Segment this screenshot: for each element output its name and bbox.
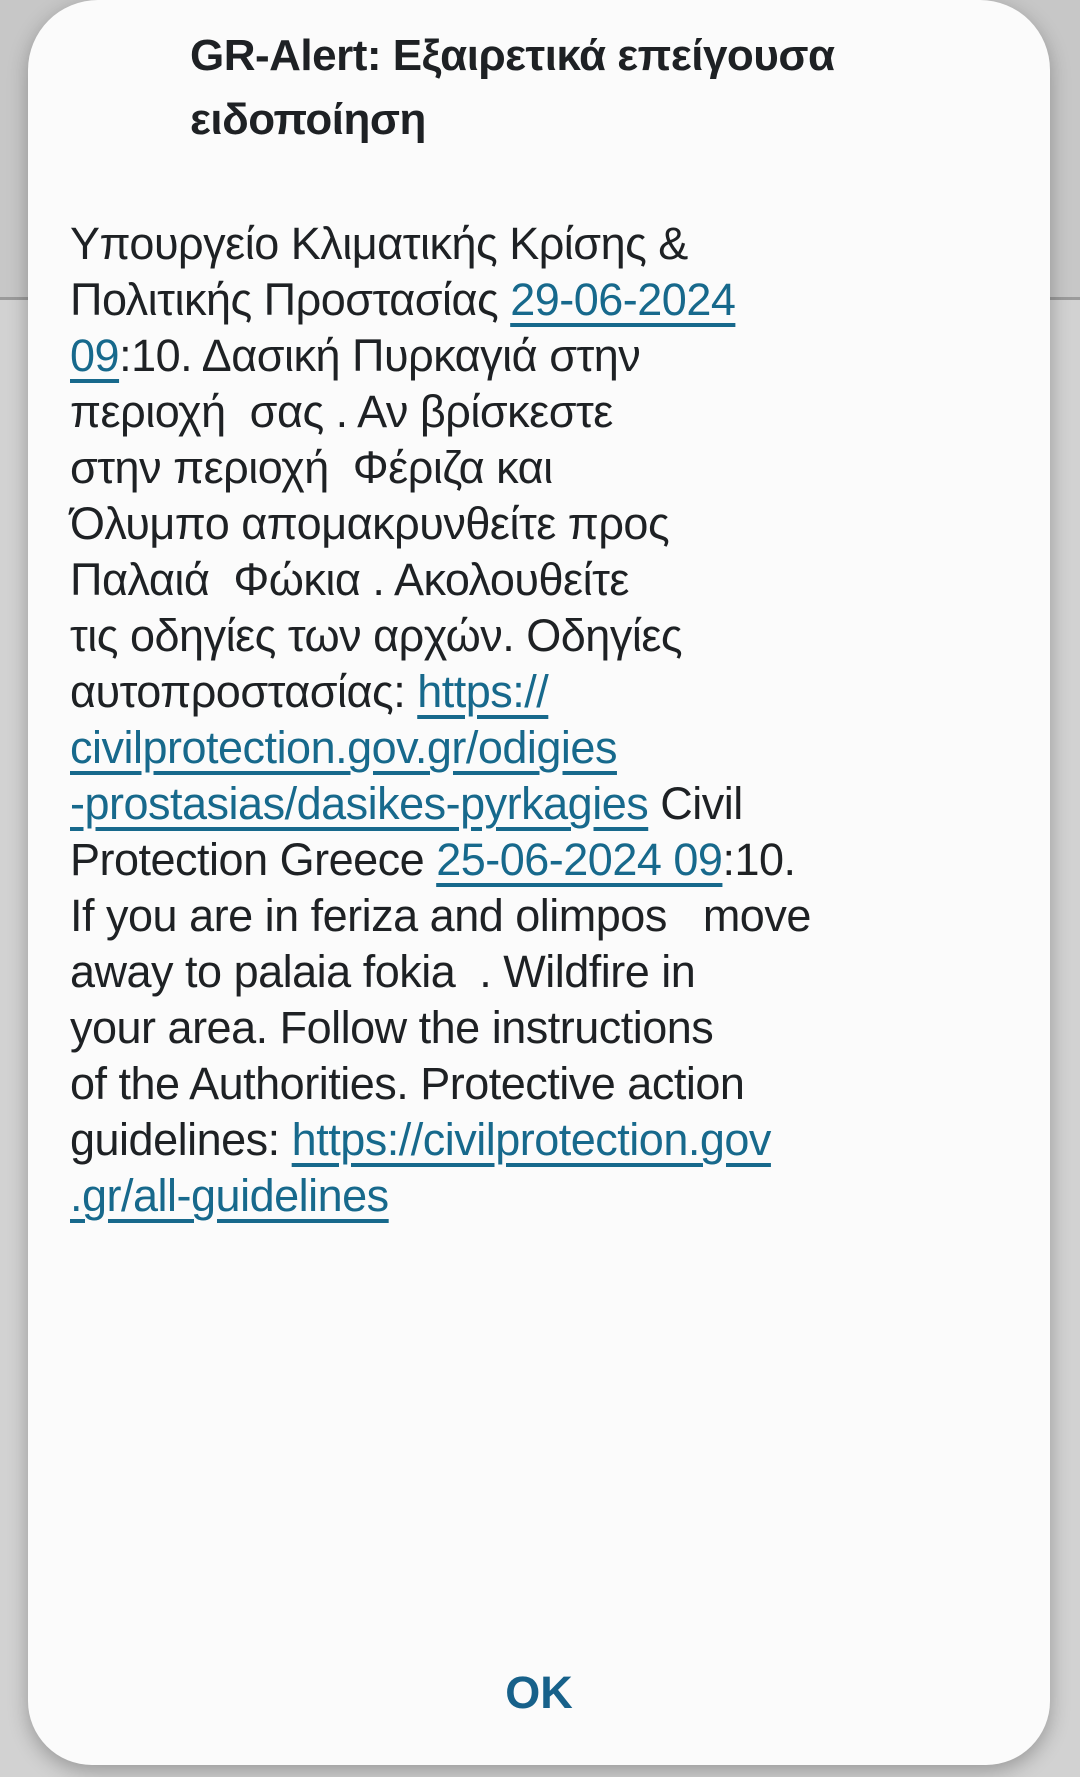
message-text: of the Authorities. Protective action — [70, 1058, 745, 1109]
message-text: guidelines: — [70, 1114, 292, 1165]
message-line — [70, 496, 1050, 552]
dialog-title — [190, 24, 1010, 152]
dialog-title-line: GR-Alert: Εξαιρετικά επείγουσα — [190, 31, 835, 80]
alert-link[interactable]: 25-06-2024 09 — [436, 834, 723, 885]
message-line — [70, 272, 1050, 328]
message-line — [70, 216, 1050, 272]
alert-link[interactable]: 09 — [70, 330, 120, 381]
alert-link[interactable]: -prostasias/dasikes-pyrkagies — [70, 778, 649, 829]
message-line — [70, 1112, 1050, 1168]
alert-link[interactable]: 29-06-2024 — [510, 274, 736, 325]
message-line — [70, 888, 1050, 944]
dialog-title-line: ειδοποίηση — [190, 95, 426, 144]
message-text: Παλαιά Φώκια . Ακολουθείτε — [70, 554, 629, 605]
message-line — [70, 384, 1050, 440]
message-line — [70, 1000, 1050, 1056]
alert-link[interactable]: .gr/all-guidelines — [70, 1170, 389, 1221]
message-line — [70, 776, 1050, 832]
message-text: Protection Greece — [70, 834, 437, 885]
message-text: τις οδηγίες των αρχών. Οδηγίες — [70, 610, 683, 661]
alert-link[interactable]: https:// — [417, 666, 549, 717]
message-text: If you are in feriza and olimpos move — [70, 890, 811, 941]
alert-message — [70, 216, 1050, 1224]
message-text: away to palaia fokia . Wildfire in — [70, 946, 696, 997]
message-text: Όλυμπο απομακρυνθείτε προς — [70, 498, 670, 549]
message-line — [70, 1168, 1050, 1224]
alert-link[interactable]: https://civilprotection.gov — [291, 1114, 771, 1165]
alert-link[interactable]: civilprotection.gov.gr/odigies — [70, 722, 617, 773]
message-text: στην περιοχή Φέριζα και — [70, 442, 553, 493]
message-line — [70, 328, 1050, 384]
message-text: Πολιτικής Προστασίας — [70, 274, 511, 325]
message-line — [70, 664, 1050, 720]
message-line — [70, 832, 1050, 888]
message-text: :10. — [722, 834, 796, 885]
message-line — [70, 720, 1050, 776]
message-line — [70, 440, 1050, 496]
message-text: your area. Follow the instructions — [70, 1002, 714, 1053]
message-text: :10. Δασική Πυρκαγιά στην — [119, 330, 641, 381]
message-line — [70, 944, 1050, 1000]
message-text: Civil — [648, 778, 743, 829]
message-line — [70, 608, 1050, 664]
message-text: Υπουργείο Κλιματικής Κρίσης & — [70, 218, 688, 269]
ok-button[interactable]: OK — [28, 1659, 1050, 1727]
message-text: αυτοπροστασίας: — [70, 666, 418, 717]
message-text: περιοχή σας . Αν βρίσκεστε — [70, 386, 613, 437]
alert-dialog — [28, 0, 1050, 1765]
message-line — [70, 1056, 1050, 1112]
message-line — [70, 552, 1050, 608]
